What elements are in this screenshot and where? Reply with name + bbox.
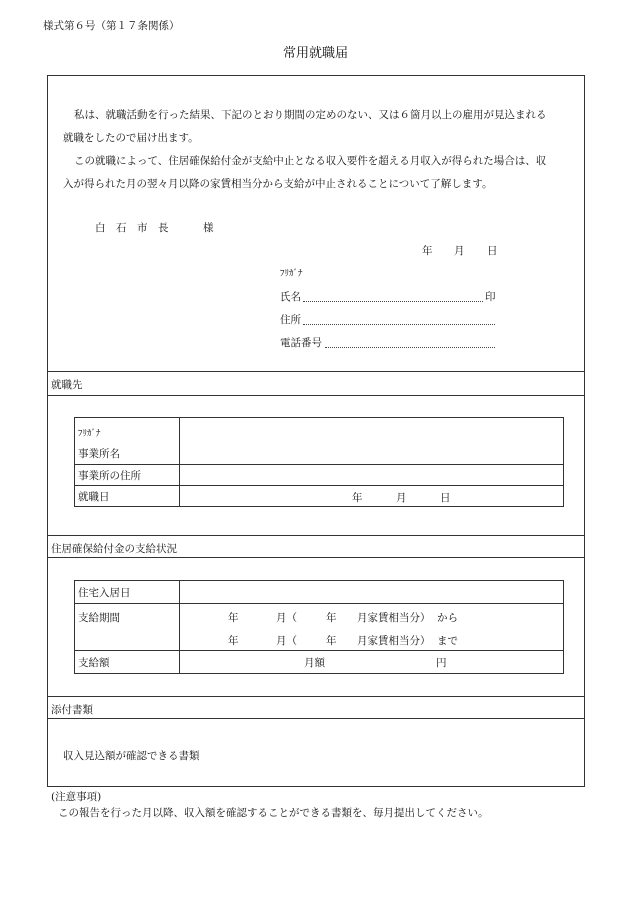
period-start-year: 年 (228, 612, 239, 624)
amount-monthly: 月額 (304, 657, 325, 669)
notes-text: この報告を行った月以降、収入額を確認することができる書類を、毎月提出してください。 (58, 807, 489, 819)
office-address-field[interactable] (180, 465, 564, 486)
period-end-rent: 月家賃相当分） (357, 635, 431, 647)
start-date-day: 日 (440, 492, 451, 504)
divider (47, 535, 585, 536)
date-day: 日 (487, 245, 498, 257)
address-field-line[interactable] (303, 324, 495, 325)
period-start-rent-year: 年 (326, 612, 337, 624)
start-date-field[interactable] (180, 486, 564, 507)
start-date-month: 月 (396, 492, 407, 504)
page-title: 常用就職届 (283, 46, 349, 61)
name-label: 氏名 (280, 291, 301, 303)
date-year: 年 (422, 245, 433, 257)
start-date-label: 就職日 (75, 486, 180, 507)
amount-field[interactable] (180, 651, 564, 674)
office-name-label: 事業所名 (78, 448, 120, 460)
move-in-date-label: 住宅入居日 (75, 581, 180, 604)
divider (47, 371, 585, 372)
date-month: 月 (454, 245, 465, 257)
declaration-line: 入が得られた月の翌々月以降の家賃相当分から支給が中止されることについて了解します。 (63, 178, 493, 190)
benefit-section-label: 住居確保給付金の支給状況 (51, 543, 177, 555)
move-in-date-field[interactable] (180, 581, 564, 604)
divider (47, 696, 585, 697)
furigana-label: ﾌﾘｶﾞﾅ (280, 269, 303, 279)
address-label: 住所 (280, 314, 301, 326)
office-name-field[interactable] (180, 418, 564, 465)
phone-field-line[interactable] (325, 347, 495, 348)
divider (47, 395, 585, 396)
office-address-label: 事業所の住所 (75, 465, 180, 486)
period-end-year: 年 (228, 635, 239, 647)
period-start-rent: 月家賃相当分） (357, 612, 431, 624)
period-end-month: 月（ (276, 635, 297, 647)
period-start-month: 月（ (276, 612, 297, 624)
divider (47, 718, 585, 719)
declaration-line: この就職によって、住居確保給付金が支給中止となる収入要件を超える月収入が得られた場合は、収 (74, 155, 547, 167)
attachment-item: 収入見込額が確認できる書類 (63, 750, 200, 762)
attachments-section-label: 添付書類 (51, 704, 93, 716)
declaration-line: 就職をしたので届け出ます。 (63, 132, 199, 144)
amount-label: 支給額 (75, 651, 180, 674)
seal-mark: 印 (485, 291, 496, 303)
benefit-table (74, 580, 564, 674)
period-from: から (437, 612, 458, 624)
employment-furigana-label: ﾌﾘｶﾞﾅ (78, 429, 101, 439)
employment-section-label: 就職先 (51, 379, 83, 391)
addressee: 白 石 市 長 (95, 222, 169, 234)
divider (47, 557, 585, 558)
employment-table (74, 417, 564, 507)
period-end-rent-year: 年 (326, 635, 337, 647)
notes-label: (注意事項) (51, 791, 102, 803)
period-until: まで (437, 635, 458, 647)
name-field-line[interactable] (303, 301, 483, 302)
period-field[interactable] (180, 604, 564, 651)
form-number: 様式第６号（第１７条関係） (43, 20, 180, 32)
declaration-line: 私は、就職活動を行った結果、下記のとおり期間の定めのない、又は６箇月以上の雇用が見込まれる (74, 109, 547, 121)
start-date-year: 年 (352, 492, 363, 504)
addressee-suffix: 様 (203, 222, 214, 234)
phone-label: 電話番号 (280, 337, 322, 349)
amount-yen: 円 (436, 657, 447, 669)
period-label: 支給期間 (78, 612, 120, 624)
